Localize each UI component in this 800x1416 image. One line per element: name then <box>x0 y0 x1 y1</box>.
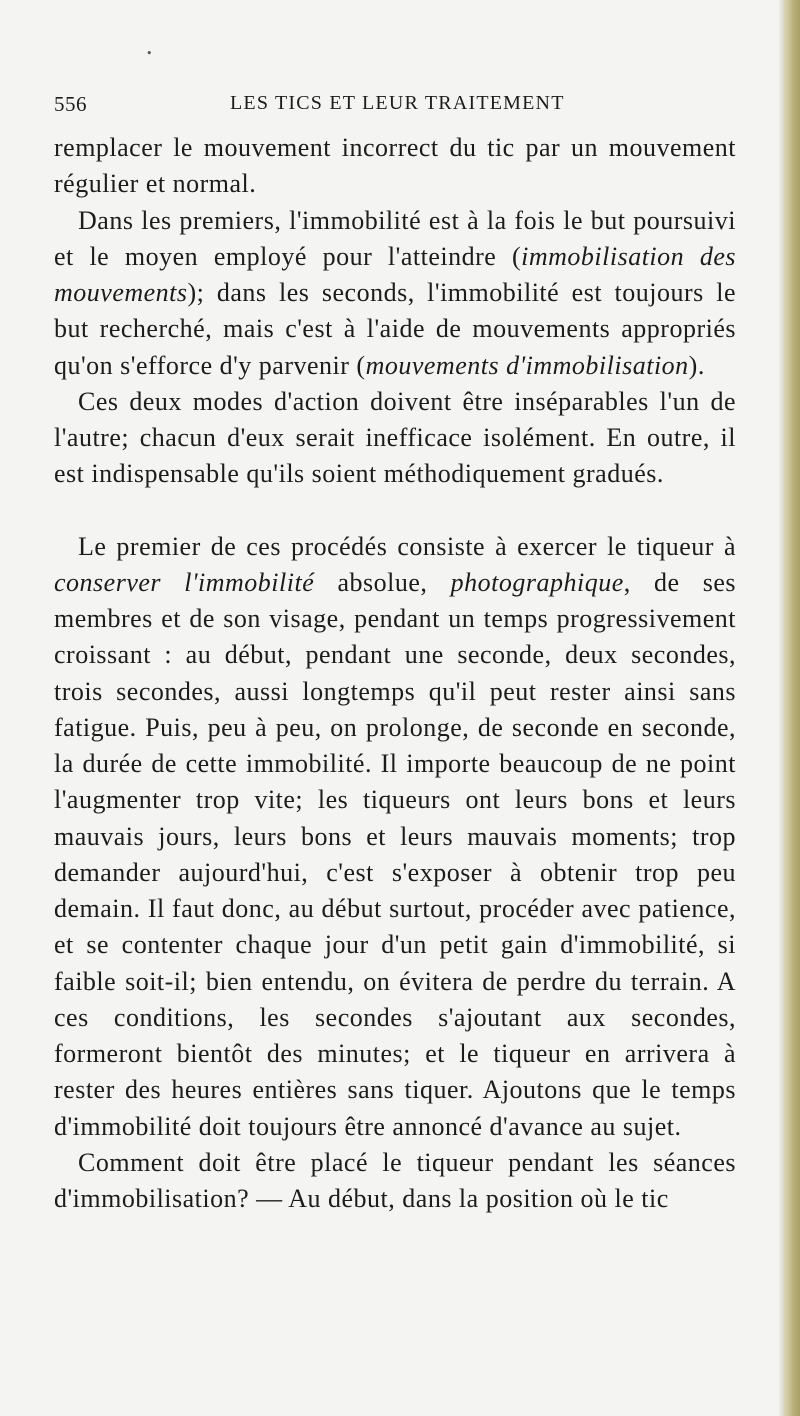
text-segment: ); dans les seconds, l'immobilité est toujours le but recherché, mais c'est à l'aide de mouvements appropriés qu'on s'efforce d'y parvenir ( <box>54 278 736 380</box>
binding-shadow <box>778 0 784 1416</box>
page-binding-edge <box>784 0 800 1416</box>
italic-term: mouvements d'immobilisation <box>365 350 689 380</box>
paragraph <box>54 1145 736 1218</box>
ink-speck: • <box>146 47 153 60</box>
italic-term: photographique <box>450 567 624 597</box>
running-head: LES TICS ET LEUR TRAITEMENT <box>230 92 565 114</box>
text-segment: ). <box>688 350 705 380</box>
text-segment: absolue, <box>314 567 451 597</box>
body-text <box>54 130 736 1217</box>
page-number: 556 <box>54 92 87 116</box>
paragraph <box>54 203 736 384</box>
text-segment: remplacer le mouvement incorrect du tic par un mouvement régulier et normal. <box>54 133 736 199</box>
paragraph-continuation <box>54 130 736 203</box>
italic-term: conserver l'immobilité <box>54 567 315 597</box>
text-segment: Ces deux modes d'action doivent être inséparables l'un de l'autre; chacun d'eux serait inefficace isolément. En outre, il est indispensable qu'ils soient méthodiquement gradués. <box>54 386 736 489</box>
italic-term: immobilisation des mouvements <box>54 241 737 307</box>
page-header <box>54 92 754 122</box>
paragraph <box>54 384 736 493</box>
paragraph <box>54 529 736 1145</box>
text-segment: Comment doit être placé le tiqueur pendant les séances d'immobilisation? — Au début, dans la position où le tic <box>54 1147 736 1213</box>
text-segment: Dans les premiers, l'immobilité est à la fois le but poursuivi et le moyen employé pour l'atteindre ( <box>54 205 736 271</box>
text-segment: Le premier de ces procédés consiste à exercer le tiqueur à <box>78 531 736 561</box>
text-segment: , de ses membres et de son visage, pendant un temps progressivement croissant : au début, pendant une seconde, deux secondes, trois secondes, aussi longtemps qu'il peut rester ainsi sans fatigue. Puis, peu à peu, on prolonge, de seconde en seconde, la durée de cette immobilité. Il importe beaucoup de ne point l'augmenter trop vite; les tiqueurs ont leurs bons et leurs mauvais jours, leurs bons et leurs mauvais moments; trop demander aujourd'hui, c'est s'exposer à obtenir trop peu demain. Il faut donc, au début surtout, procéder avec patience, et se contenter chaque jour d'un petit gain d'immobilité, si faible soit-il; bien entendu, on évitera de perdre du terrain. A ces conditions, les secondes s'ajoutant aux secondes, formeront bientôt des minutes; et le tiqueur en arrivera à rester des heures entières sans tiquer. Ajoutons que le temps d'immobilité doit toujours être annoncé d'avance au sujet. <box>54 567 737 1141</box>
